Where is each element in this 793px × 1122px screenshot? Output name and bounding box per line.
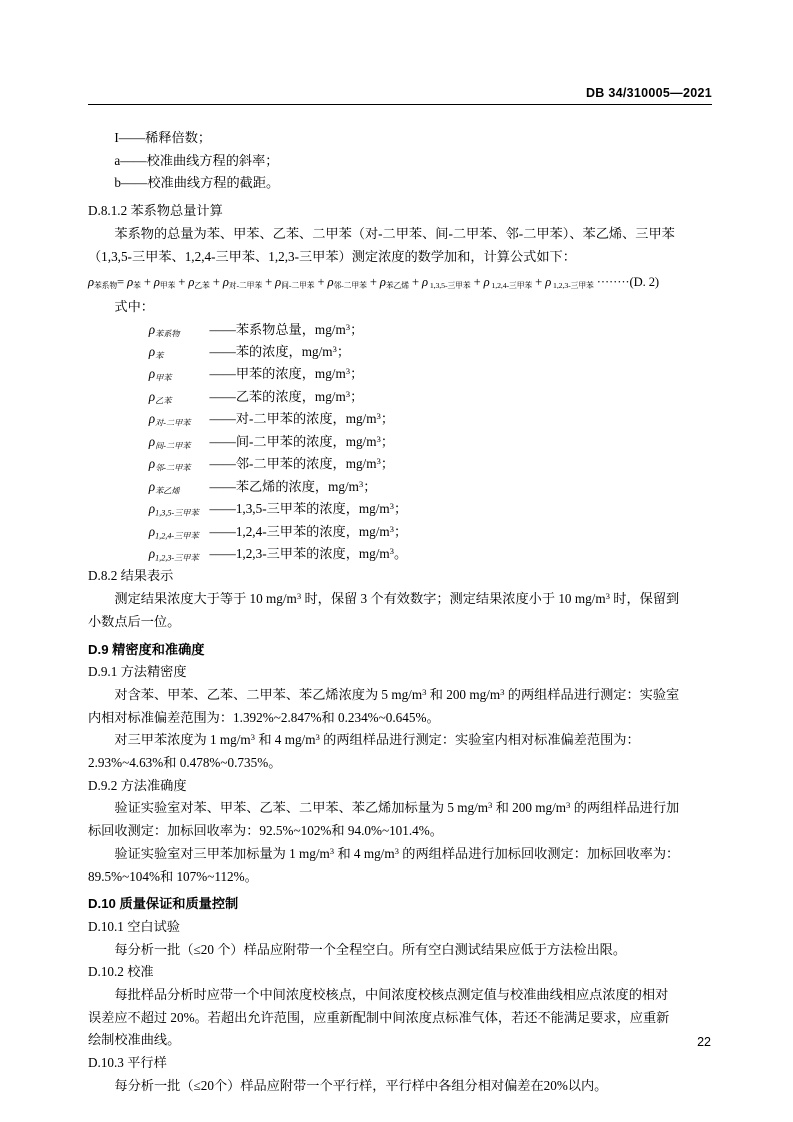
- section-heading-d82: D.8.2 结果表示: [88, 568, 174, 584]
- section-heading-d9: D.9 精密度和准确度: [88, 641, 205, 657]
- section-heading-d10: D.10 质量保证和质量控制: [88, 896, 239, 912]
- section-heading-d101: D.10.1 空白试验: [88, 918, 180, 934]
- section-d82-para2: 小数点后一位。: [88, 613, 181, 629]
- page-content: [88, 86, 712, 1098]
- section-d102-para1: 每批样品分析时应带一个中间浓度校核点，中间浓度校核点测定值与校准曲线相应点浓度的相对: [114, 987, 669, 1003]
- definition-item: $\rho_{苯乙烯}$ ——苯乙烯的浓度，$mg/m^3$；: [148, 478, 377, 495]
- section-d92-para2b: 89.5%~104%和 107%~112%。: [88, 868, 258, 884]
- section-heading-d92: D.9.2 方法准确度: [88, 777, 187, 793]
- section-d103-para1: 每分析一批（≤20个）样品应附带一个平行样，平行样中各组分相对偏差在20%以内。: [114, 1077, 608, 1093]
- where-label: 式中：: [114, 298, 154, 314]
- legend-line-b: b——校准曲线方程的截距。: [114, 175, 280, 191]
- formula-d2: $\rho_{苯系物}= \rho_苯 + \rho_{甲苯} + \rho_{乙苯} + \rho_{对-二甲苯} + \rho_{间-二甲苯} + \rho_{邻-二甲苯} + \rho_{苯乙烯} + \rho$ $_{1,3,5-三甲苯}$ + ρ $_{1,2,4-三甲苯}$ + ρ $_{1,2,3-三甲苯}$ ········(D. 2): [88, 275, 660, 291]
- definition-text: ——间-二甲苯的浓度，$mg/m^3$；: [209, 433, 395, 449]
- section-d92-para1b: 标回收测定：加标回收率为：92.5%~102%和 94.0%~101.4%。: [88, 823, 443, 839]
- definition-item: $\rho_{1,2,4-三甲苯}$ ——1,2,4-三甲苯的浓度，$mg/m^3$；: [148, 523, 408, 540]
- definition-item: $\rho_{对-二甲苯}$ ——对-二甲苯的浓度，$mg/m^3$；: [148, 411, 395, 428]
- legend-line-a: a——校准曲线方程的斜率；: [114, 152, 279, 168]
- section-d92-para2a: 验证实验室对三甲苯加标量为 1 $mg/m^3$ 和 4 $mg/m^3$ 的两组样品进行加标回收测定：加标回收率为：: [114, 845, 680, 861]
- section-heading-d103: D.10.3 平行样: [88, 1055, 167, 1071]
- definition-item: $\rho_{苯系物}$ ——苯系物总量，$mg/m^3$；: [148, 321, 364, 338]
- section-d91-para2b: 2.93%~4.63%和 0.478%~0.735%。: [88, 755, 282, 771]
- definition-text: ——苯的浓度，$mg/m^3$；: [209, 344, 351, 360]
- section-d101-para1: 每分析一批（≤20 个）样品应附带一个全程空白。所有空白测试结果应低于方法检出限。: [114, 941, 627, 957]
- section-d91-para2a: 对三甲苯浓度为 1 $mg/m^3$ 和 4 $mg/m^3$ 的两组样品进行测定：实验室内相对标准偏差范围为：: [114, 732, 640, 748]
- section-heading-d812: D.8.1.2 苯系物总量计算: [88, 203, 223, 219]
- definition-item: $\rho_{1,2,3-三甲苯}$ ——1,2,3-三甲苯的浓度，$mg/m^3$。: [148, 545, 408, 563]
- section-d812-para2: （1,3,5-三甲苯、1,2,4-三甲苯、1,2,3-三甲苯）测定浓度的数学加和，计算公式如下：: [88, 248, 576, 264]
- definition-item: $\rho_{间-二甲苯}$ ——间-二甲苯的浓度，$mg/m^3$；: [148, 433, 395, 451]
- definition-text: ——邻-二甲苯的浓度，$mg/m^3$；: [209, 456, 395, 472]
- definition-item: $\rho_{1,3,5-三甲苯}$ ——1,3,5-三甲苯的浓度，$mg/m^3$；: [148, 501, 408, 518]
- symbol-definitions: [88, 319, 712, 566]
- definition-text: ——1,2,3-三甲苯的浓度，$mg/m^3$。: [209, 545, 408, 561]
- page-header: [88, 86, 712, 105]
- formula-number: (D. 2): [629, 275, 660, 290]
- definition-text: ——苯系物总量，$mg/m^3$；: [209, 321, 364, 337]
- standard-code: DB 34/310005—2021: [585, 86, 712, 100]
- section-d102-para3: 绘制校准曲线。: [88, 1032, 181, 1048]
- definition-item: $\rho_苯$ ——苯的浓度，$mg/m^3$；: [148, 344, 351, 361]
- definition-text: ——苯乙烯的浓度，$mg/m^3$；: [209, 478, 377, 494]
- section-d91-para1a: 对含苯、甲苯、乙苯、二甲苯、苯乙烯浓度为 5 $mg/m^3$ 和 200 $mg/m^3$ 的两组样品进行测定：实验室: [114, 686, 680, 702]
- definition-item: $\rho_{邻-二甲苯}$ ——邻-二甲苯的浓度，$mg/m^3$；: [148, 456, 395, 473]
- legend-line-I: I——稀释倍数；: [114, 130, 212, 145]
- section-d82-para1: 测定结果浓度大于等于 10 $mg/m^3$ 时，保留 3 个有效数字；测定结果浓度小于 10 $mg/m^3$ 时，保留到: [114, 591, 680, 607]
- definition-text: ——对-二甲苯的浓度，$mg/m^3$；: [209, 411, 395, 427]
- definition-item: $\rho_{乙苯}$ ——乙苯的浓度，$mg/m^3$；: [148, 388, 364, 406]
- document-body: [88, 127, 712, 1098]
- section-d812-para1: 苯系物的总量为苯、甲苯、乙苯、二甲苯（对-二甲苯、间-二甲苯、邻-二甲苯）、苯乙烯、三甲苯: [114, 225, 675, 241]
- page-number: 22: [697, 1035, 711, 1049]
- definition-text: ——1,2,4-三甲苯的浓度，$mg/m^3$；: [209, 523, 408, 539]
- section-heading-d91: D.9.1 方法精密度: [88, 664, 187, 680]
- definition-text: ——乙苯的浓度，$mg/m^3$；: [209, 388, 364, 404]
- definition-item: $\rho_{甲苯}$ ——甲苯的浓度，$mg/m^3$；: [148, 366, 364, 383]
- definition-text: ——1,3,5-三甲苯的浓度，$mg/m^3$；: [209, 501, 408, 517]
- definition-text: ——甲苯的浓度，$mg/m^3$；: [209, 366, 364, 382]
- section-d91-para1b: 内相对标准偏差范围为：1.392%~2.847%和 0.234%~0.645%。: [88, 709, 440, 725]
- section-heading-d102: D.10.2 校准: [88, 964, 154, 980]
- section-d102-para2: 误差应不超过 20%。若超出允许范围，应重新配制中间浓度点标准气体，若还不能满足要求，应重新: [88, 1009, 670, 1025]
- section-d92-para1a: 验证实验室对苯、甲苯、乙苯、二甲苯、苯乙烯加标量为 5 $mg/m^3$ 和 200 $mg/m^3$ 的两组样品进行加: [114, 800, 680, 816]
